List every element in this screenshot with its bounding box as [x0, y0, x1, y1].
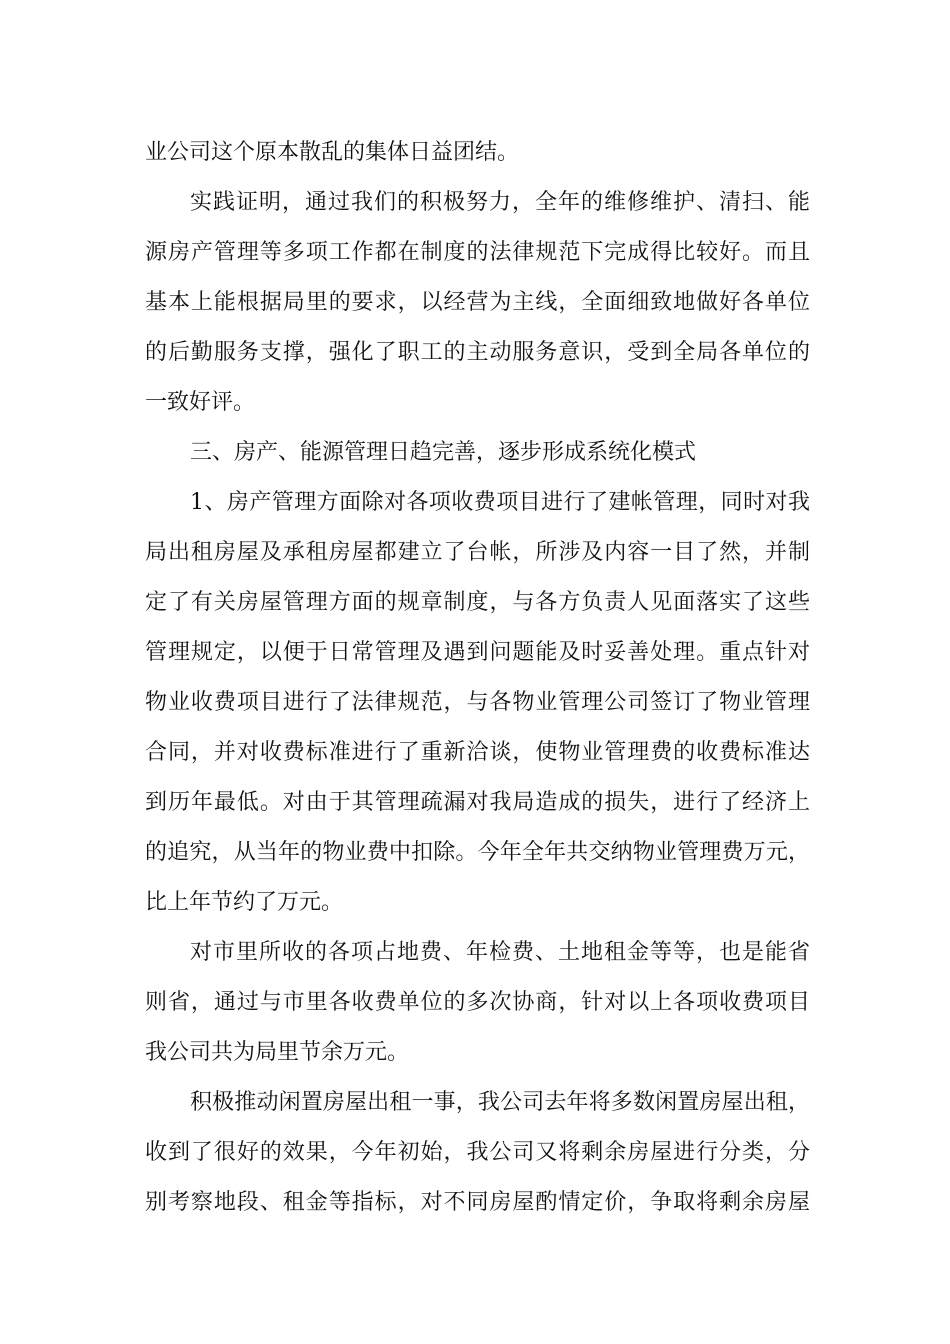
text-line: 对市里所收的各项占地费、年检费、土地租金等等，也是能省 — [190, 940, 810, 965]
text-line: 基本上能根据局里的要求，以经营为主线，全面细致地做好各单位 — [145, 290, 810, 315]
text-line: 别考察地段、租金等指标，对不同房屋酌情定价，争取将剩余房屋 — [145, 1190, 810, 1215]
text-line: 收到了很好的效果，今年初始，我公司又将剩余房屋进行分类，分 — [145, 1140, 810, 1165]
text-line: 一致好评。 — [145, 390, 256, 415]
text-line: 比上年节约了万元。 — [145, 890, 344, 915]
text-line: 定了有关房屋管理方面的规章制度，与各方负责人见面落实了这些 — [145, 590, 810, 615]
text-line: 物业收费项目进行了法律规范，与各物业管理公司签订了物业管理 — [145, 690, 810, 715]
text-line: 局出租房屋及承租房屋都建立了台帐，所涉及内容一目了然，并制 — [145, 540, 810, 565]
text-line: 合同，并对收费标准进行了重新洽谈，使物业管理费的收费标准达 — [145, 740, 810, 765]
text-line: 实践证明，通过我们的积极努力，全年的维修维护、清扫、能 — [190, 190, 810, 215]
section-heading: 三、房产、能源管理日趋完善，逐步形成系统化模式 — [190, 440, 697, 465]
text-line: 源房产管理等多项工作都在制度的法律规范下完成得比较好。而且 — [145, 240, 810, 265]
text-line: 的追究，从当年的物业费中扣除。今年全年共交纳物业管理费万元， — [145, 840, 810, 865]
text-line: 管理规定，以便于日常管理及遇到问题能及时妥善处理。重点针对 — [145, 640, 810, 665]
text-line: 业公司这个原本散乱的集体日益团结。 — [145, 140, 520, 165]
text-line: 则省，通过与市里各收费单位的多次协商，针对以上各项收费项目 — [145, 990, 810, 1015]
text-line: 到历年最低。对由于其管理疏漏对我局造成的损失，进行了经济上 — [145, 790, 810, 815]
text-line: 积极推动闲置房屋出租一事，我公司去年将多数闲置房屋出租， — [190, 1090, 810, 1115]
text-line: 1、房产管理方面除对各项收费项目进行了建帐管理，同时对我 — [190, 490, 810, 515]
text-line: 的后勤服务支撑，强化了职工的主动服务意识，受到全局各单位的 — [145, 340, 810, 365]
text-line: 我公司共为局里节余万元。 — [145, 1040, 410, 1065]
